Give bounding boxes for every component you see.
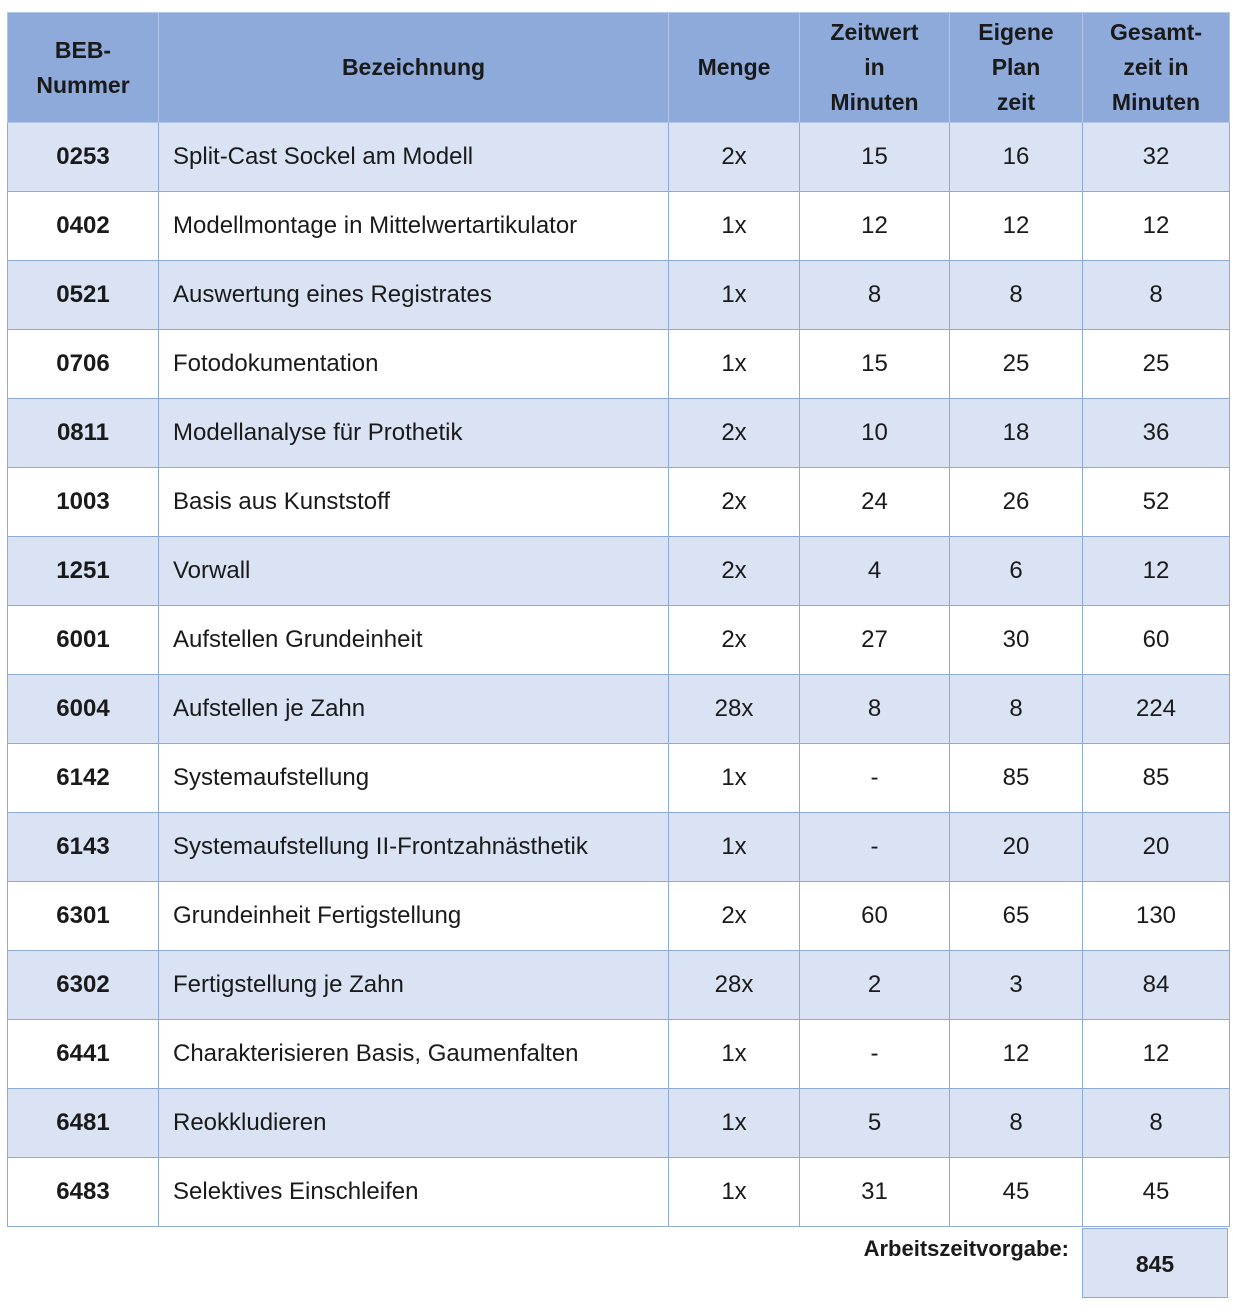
cell-menge: 28x <box>669 675 800 744</box>
cell-menge: 1x <box>669 1020 800 1089</box>
table-row <box>8 744 1230 813</box>
cell-gesamtzeit: 8 <box>1083 261 1230 330</box>
cell-zeitwert: 10 <box>800 399 950 468</box>
cell-bezeichnung: Aufstellen je Zahn <box>159 675 669 744</box>
cell-zeitwert: 15 <box>800 330 950 399</box>
table-row <box>8 951 1230 1020</box>
cell-bezeichnung: Vorwall <box>159 537 669 606</box>
total-value: 845 <box>1135 1250 1175 1277</box>
cell-gesamtzeit: 25 <box>1083 330 1230 399</box>
cell-bezeichnung: Basis aus Kunststoff <box>159 468 669 537</box>
cell-gesamtzeit: 130 <box>1083 882 1230 951</box>
table-row <box>8 1089 1230 1158</box>
cell-beb-nummer: 6142 <box>8 744 159 813</box>
cell-zeitwert: 5 <box>800 1089 950 1158</box>
header-menge: Menge <box>669 13 800 123</box>
cell-beb-nummer: 1251 <box>8 537 159 606</box>
cell-gesamtzeit: 52 <box>1083 468 1230 537</box>
cell-bezeichnung: Fotodokumentation <box>159 330 669 399</box>
cell-bezeichnung: Auswertung eines Registrates <box>159 261 669 330</box>
header-bezeichnung: Bezeichnung <box>159 13 669 123</box>
header-zeitwert: Zeitwert in Minuten <box>800 13 950 123</box>
table-row <box>8 606 1230 675</box>
cell-eigene-planzeit: 20 <box>950 813 1083 882</box>
table-row <box>8 1020 1230 1089</box>
cell-eigene-planzeit: 8 <box>950 675 1083 744</box>
cell-menge: 2x <box>669 882 800 951</box>
table-row <box>8 330 1230 399</box>
cell-zeitwert: - <box>800 813 950 882</box>
header-gesamtzeit: Gesamt- zeit in Minuten <box>1083 13 1230 123</box>
cell-beb-nummer: 6001 <box>8 606 159 675</box>
cell-eigene-planzeit: 30 <box>950 606 1083 675</box>
cell-gesamtzeit: 60 <box>1083 606 1230 675</box>
cell-eigene-planzeit: 18 <box>950 399 1083 468</box>
cell-zeitwert: 2 <box>800 951 950 1020</box>
cell-zeitwert: 60 <box>800 882 950 951</box>
cell-zeitwert: 8 <box>800 675 950 744</box>
cell-beb-nummer: 0253 <box>8 123 159 192</box>
cell-bezeichnung: Grundeinheit Fertigstellung <box>159 882 669 951</box>
cell-zeitwert: 31 <box>800 1158 950 1227</box>
cell-bezeichnung: Modellanalyse für Prothetik <box>159 399 669 468</box>
cell-eigene-planzeit: 85 <box>950 744 1083 813</box>
cell-bezeichnung: Fertigstellung je Zahn <box>159 951 669 1020</box>
table-header-row <box>8 13 1230 123</box>
cell-beb-nummer: 0706 <box>8 330 159 399</box>
cell-eigene-planzeit: 26 <box>950 468 1083 537</box>
cell-menge: 2x <box>669 606 800 675</box>
cell-menge: 1x <box>669 330 800 399</box>
cell-beb-nummer: 6483 <box>8 1158 159 1227</box>
table-row <box>8 123 1230 192</box>
cell-beb-nummer: 6481 <box>8 1089 159 1158</box>
cell-eigene-planzeit: 45 <box>950 1158 1083 1227</box>
cell-menge: 1x <box>669 744 800 813</box>
cell-menge: 1x <box>669 813 800 882</box>
cell-menge: 1x <box>669 1089 800 1158</box>
cell-menge: 28x <box>669 951 800 1020</box>
cell-bezeichnung: Split-Cast Sockel am Modell <box>159 123 669 192</box>
cell-bezeichnung: Systemaufstellung II-Frontzahnästhetik <box>159 813 669 882</box>
cell-eigene-planzeit: 12 <box>950 192 1083 261</box>
cell-eigene-planzeit: 6 <box>950 537 1083 606</box>
cell-gesamtzeit: 8 <box>1083 1089 1230 1158</box>
table-row <box>8 537 1230 606</box>
cell-gesamtzeit: 12 <box>1083 192 1230 261</box>
table-row <box>8 399 1230 468</box>
cell-bezeichnung: Systemaufstellung <box>159 744 669 813</box>
cell-eigene-planzeit: 8 <box>950 1089 1083 1158</box>
cell-gesamtzeit: 32 <box>1083 123 1230 192</box>
table-row <box>8 192 1230 261</box>
total-value-cell <box>1082 1228 1228 1298</box>
cell-gesamtzeit: 45 <box>1083 1158 1230 1227</box>
cell-eigene-planzeit: 65 <box>950 882 1083 951</box>
cell-beb-nummer: 6143 <box>8 813 159 882</box>
table-row <box>8 882 1230 951</box>
cell-gesamtzeit: 36 <box>1083 399 1230 468</box>
table-body <box>8 123 1230 1227</box>
cell-eigene-planzeit: 3 <box>950 951 1083 1020</box>
cell-gesamtzeit: 85 <box>1083 744 1230 813</box>
cell-zeitwert: 4 <box>800 537 950 606</box>
cell-zeitwert: 24 <box>800 468 950 537</box>
cell-bezeichnung: Selektives Einschleifen <box>159 1158 669 1227</box>
table-row <box>8 813 1230 882</box>
cell-beb-nummer: 6004 <box>8 675 159 744</box>
cell-gesamtzeit: 12 <box>1083 537 1230 606</box>
cell-bezeichnung: Modellmontage in Mittelwertartikulator <box>159 192 669 261</box>
cell-zeitwert: 12 <box>800 192 950 261</box>
cell-gesamtzeit: 84 <box>1083 951 1230 1020</box>
beb-time-table <box>7 12 1230 1227</box>
total-label: Arbeitszeitvorgabe: <box>863 1236 1069 1261</box>
cell-zeitwert: - <box>800 1020 950 1089</box>
cell-menge: 1x <box>669 261 800 330</box>
cell-menge: 2x <box>669 537 800 606</box>
cell-beb-nummer: 6441 <box>8 1020 159 1089</box>
cell-zeitwert: - <box>800 744 950 813</box>
cell-beb-nummer: 6301 <box>8 882 159 951</box>
cell-eigene-planzeit: 25 <box>950 330 1083 399</box>
table-row <box>8 675 1230 744</box>
cell-bezeichnung: Aufstellen Grundeinheit <box>159 606 669 675</box>
cell-gesamtzeit: 224 <box>1083 675 1230 744</box>
table-row <box>8 261 1230 330</box>
cell-bezeichnung: Reokkludieren <box>159 1089 669 1158</box>
cell-beb-nummer: 1003 <box>8 468 159 537</box>
header-beb-nummer: BEB- Nummer <box>8 13 159 123</box>
cell-gesamtzeit: 20 <box>1083 813 1230 882</box>
table-row <box>8 1158 1230 1227</box>
cell-menge: 2x <box>669 399 800 468</box>
header-eigene-planzeit: Eigene Plan zeit <box>950 13 1083 123</box>
cell-zeitwert: 8 <box>800 261 950 330</box>
cell-eigene-planzeit: 12 <box>950 1020 1083 1089</box>
cell-eigene-planzeit: 8 <box>950 261 1083 330</box>
cell-bezeichnung: Charakterisieren Basis, Gaumenfalten <box>159 1020 669 1089</box>
cell-menge: 1x <box>669 1158 800 1227</box>
cell-gesamtzeit: 12 <box>1083 1020 1230 1089</box>
cell-eigene-planzeit: 16 <box>950 123 1083 192</box>
cell-menge: 2x <box>669 468 800 537</box>
cell-zeitwert: 15 <box>800 123 950 192</box>
cell-beb-nummer: 0521 <box>8 261 159 330</box>
cell-beb-nummer: 0402 <box>8 192 159 261</box>
cell-menge: 2x <box>669 123 800 192</box>
table-row <box>8 468 1230 537</box>
cell-beb-nummer: 0811 <box>8 399 159 468</box>
cell-menge: 1x <box>669 192 800 261</box>
cell-beb-nummer: 6302 <box>8 951 159 1020</box>
cell-zeitwert: 27 <box>800 606 950 675</box>
